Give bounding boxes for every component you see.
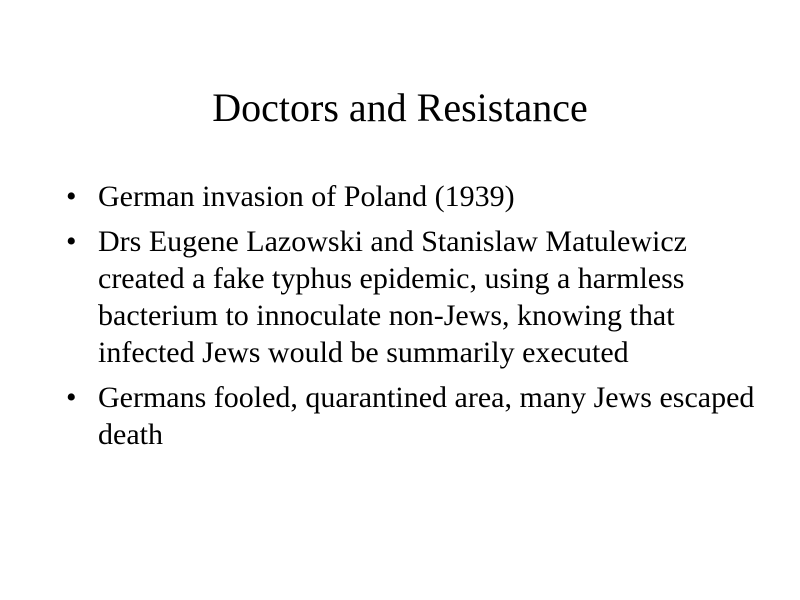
list-item [0, 223, 800, 371]
bullet-icon: • [66, 180, 77, 213]
bullet-text: Drs Eugene Lazowski and Stanislaw Matulewicz created a fake typhus epidemic, using a harmless bacterium to innoculate non-Jews, knowing that infected Jews would be summarily executed [98, 225, 687, 369]
list-item [0, 379, 800, 453]
bullet-text: Germans fooled, quarantined area, many Jews escaped death [98, 381, 755, 451]
slide-title: Doctors and Resistance [212, 85, 588, 130]
bullet-icon: • [66, 225, 77, 258]
list-item [0, 178, 800, 215]
bullet-list [0, 178, 800, 461]
bullet-text: German invasion of Poland (1939) [98, 180, 515, 213]
bullet-icon: • [66, 381, 77, 414]
